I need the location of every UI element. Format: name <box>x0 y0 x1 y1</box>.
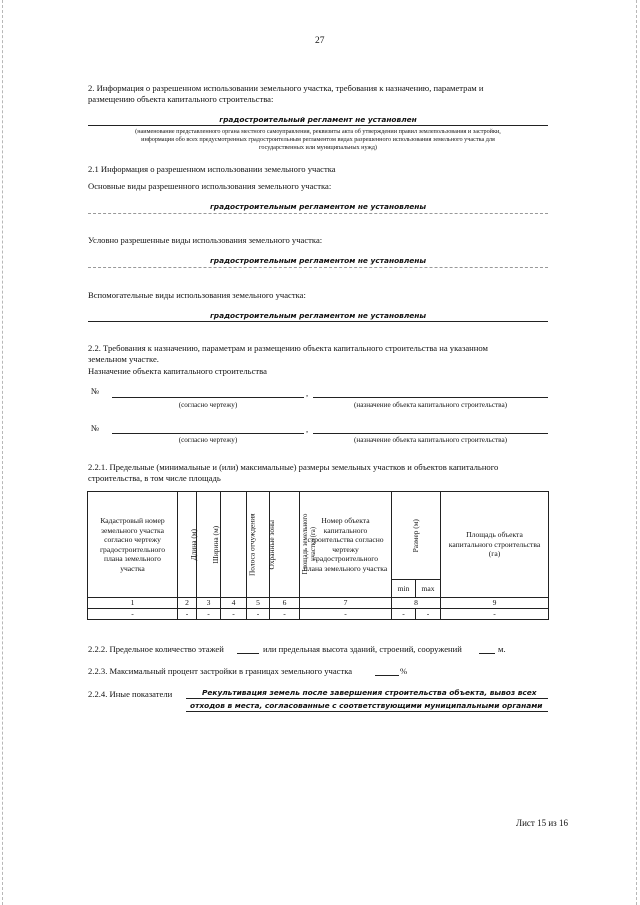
conditional-uses-underline <box>88 267 548 268</box>
page-number: 27 <box>315 36 325 46</box>
other-indicators-value-line1: Рекультивация земель после завершения строительства объекта, вывоз всех <box>202 688 537 697</box>
header-area-plot-text: Площадь земельного участка (га) <box>302 513 317 575</box>
section2-note-line3: государственных или муниципальных нужд) <box>259 144 377 151</box>
main-uses-underline <box>88 213 548 214</box>
object-row2-right-caption: (назначение объекта капитального строительства) <box>353 436 508 444</box>
section2-heading-line1: 2. Информация о разрешенном использовании земельного участка, требования к назначению, параметрам и <box>88 83 484 93</box>
col-num-1: 1 <box>88 598 178 609</box>
regulation-underline <box>88 125 548 126</box>
header-width-text: Ширина (м) <box>211 525 221 564</box>
header-alienation-text: Полоса отчуждения <box>247 513 257 576</box>
purpose-label: Назначение объекта капитального строительства <box>88 366 267 376</box>
object-row1-comma: , <box>306 388 309 398</box>
column-number-row <box>88 598 549 609</box>
conditional-uses-label: Условно разрешенные виды использования земельного участка: <box>88 235 323 245</box>
object-row2-comma: , <box>306 424 309 434</box>
object-row1-number-line <box>112 397 304 398</box>
floors-label: 2.2.2. Предельное количество этажей <box>88 644 224 654</box>
coverage-unit: % <box>400 666 408 676</box>
table-row <box>88 609 549 620</box>
main-uses-value: градостроительным регламентом не установлены <box>209 202 427 211</box>
object-row2-left-caption: (согласно чертежу) <box>178 436 238 444</box>
header-size <box>392 492 441 580</box>
cell-1: - <box>88 609 178 620</box>
header-alienation <box>221 492 257 598</box>
main-uses-label: Основные виды разрешенного использования земельного участка: <box>88 181 332 191</box>
header-width <box>197 492 221 598</box>
section22-heading-line1: 2.2. Требования к назначению, параметрам и размещению объекта капитального строительства на указанном <box>88 343 488 353</box>
col-num-3: 3 <box>197 598 221 609</box>
header-length <box>178 492 197 598</box>
header-protected-text: Охранные зоны <box>267 519 277 570</box>
other-indicators-value-line2: отходов в места, согласованные с соответствующими муниципальными органами <box>190 701 543 710</box>
sheet-counter: Лист 15 из 16 <box>516 818 568 828</box>
floors-blank <box>237 653 259 654</box>
header-length-text: Длина (м) <box>188 528 198 561</box>
scan-edge-left <box>2 0 3 905</box>
object-row1-purpose-line <box>313 397 548 398</box>
col-num-7: 7 <box>300 598 392 609</box>
regulation-value: градостроительный регламент не установлен <box>219 115 417 124</box>
object-row1-number-sign: № <box>91 386 100 396</box>
object-row1-left-caption: (согласно чертежу) <box>178 401 238 409</box>
col-num-2: 2 <box>178 598 197 609</box>
coverage-blank <box>375 675 399 676</box>
col-num-9: 9 <box>441 598 549 609</box>
other-indicators-underline1 <box>186 698 548 699</box>
col-num-8: 8 <box>392 598 441 609</box>
section21-heading: 2.1 Информация о разрешенном использовании земельного участка <box>88 164 336 174</box>
cell-8-min: - <box>392 609 416 620</box>
header-object-area: Площадь объекта капитального строительства (га) <box>441 492 549 598</box>
auxiliary-uses-label: Вспомогательные виды использования земельного участка: <box>88 290 306 300</box>
object-row2-purpose-line <box>313 433 548 434</box>
height-unit: м. <box>498 644 506 654</box>
other-indicators-underline2 <box>186 711 548 712</box>
section2-heading-line2: размещению объекта капитального строительства: <box>88 94 274 104</box>
object-row1-right-caption: (назначение объекта капитального строительства) <box>353 401 508 409</box>
section221-heading-line2: строительства, в том числе площадь <box>88 473 221 483</box>
parameters-table <box>87 491 549 620</box>
cell-5: - <box>247 609 270 620</box>
cell-9: - <box>441 609 549 620</box>
header-object-number: Номер объекта капитального строительства согласно чертежу градостроительного плана земельного участка <box>300 492 392 598</box>
col-num-6: 6 <box>270 598 300 609</box>
cell-8-max: - <box>416 609 441 620</box>
height-blank <box>479 653 495 654</box>
object-row2-number-line <box>112 433 304 434</box>
auxiliary-uses-underline <box>88 321 548 322</box>
cell-4: - <box>221 609 247 620</box>
height-label: или предельная высота зданий, строений, сооружений <box>263 644 462 654</box>
section2-note-line1: (наименование представленного органа местного самоуправления, реквизиты акта об утверждении правил землепользования и застройки, <box>135 128 501 135</box>
object-row2-number-sign: № <box>91 423 100 433</box>
header-max: max <box>416 580 441 598</box>
cell-6: - <box>270 609 300 620</box>
other-indicators-label: 2.2.4. Иные показатели <box>88 689 173 699</box>
col-num-5: 5 <box>247 598 270 609</box>
cell-7: - <box>300 609 392 620</box>
header-min: min <box>392 580 416 598</box>
col-num-4: 4 <box>221 598 247 609</box>
auxiliary-uses-value: градостроительным регламентом не установлены <box>209 311 427 320</box>
section22-heading-line2: земельном участке. <box>88 354 159 364</box>
scan-edge-right <box>636 0 637 905</box>
cell-3: - <box>197 609 221 620</box>
cell-2: - <box>178 609 197 620</box>
section2-note-line2: информация обо всех предусмотренных градостроительным регламентом видах разрешенного использования земельного участка для <box>141 136 495 143</box>
header-cadastral: Кадастровый номер земельного участка согласно чертежу градостроительного плана земельного участка <box>88 492 178 598</box>
section221-heading-line1: 2.2.1. Предельные (минимальные и (или) максимальные) размеры земельных участков и объектов капитального <box>88 462 499 472</box>
coverage-label: 2.2.3. Максимальный процент застройки в границах земельного участка <box>88 666 353 676</box>
conditional-uses-value: градостроительным регламентом не установлены <box>209 256 427 265</box>
header-size-text: Размер (м) <box>411 518 421 553</box>
